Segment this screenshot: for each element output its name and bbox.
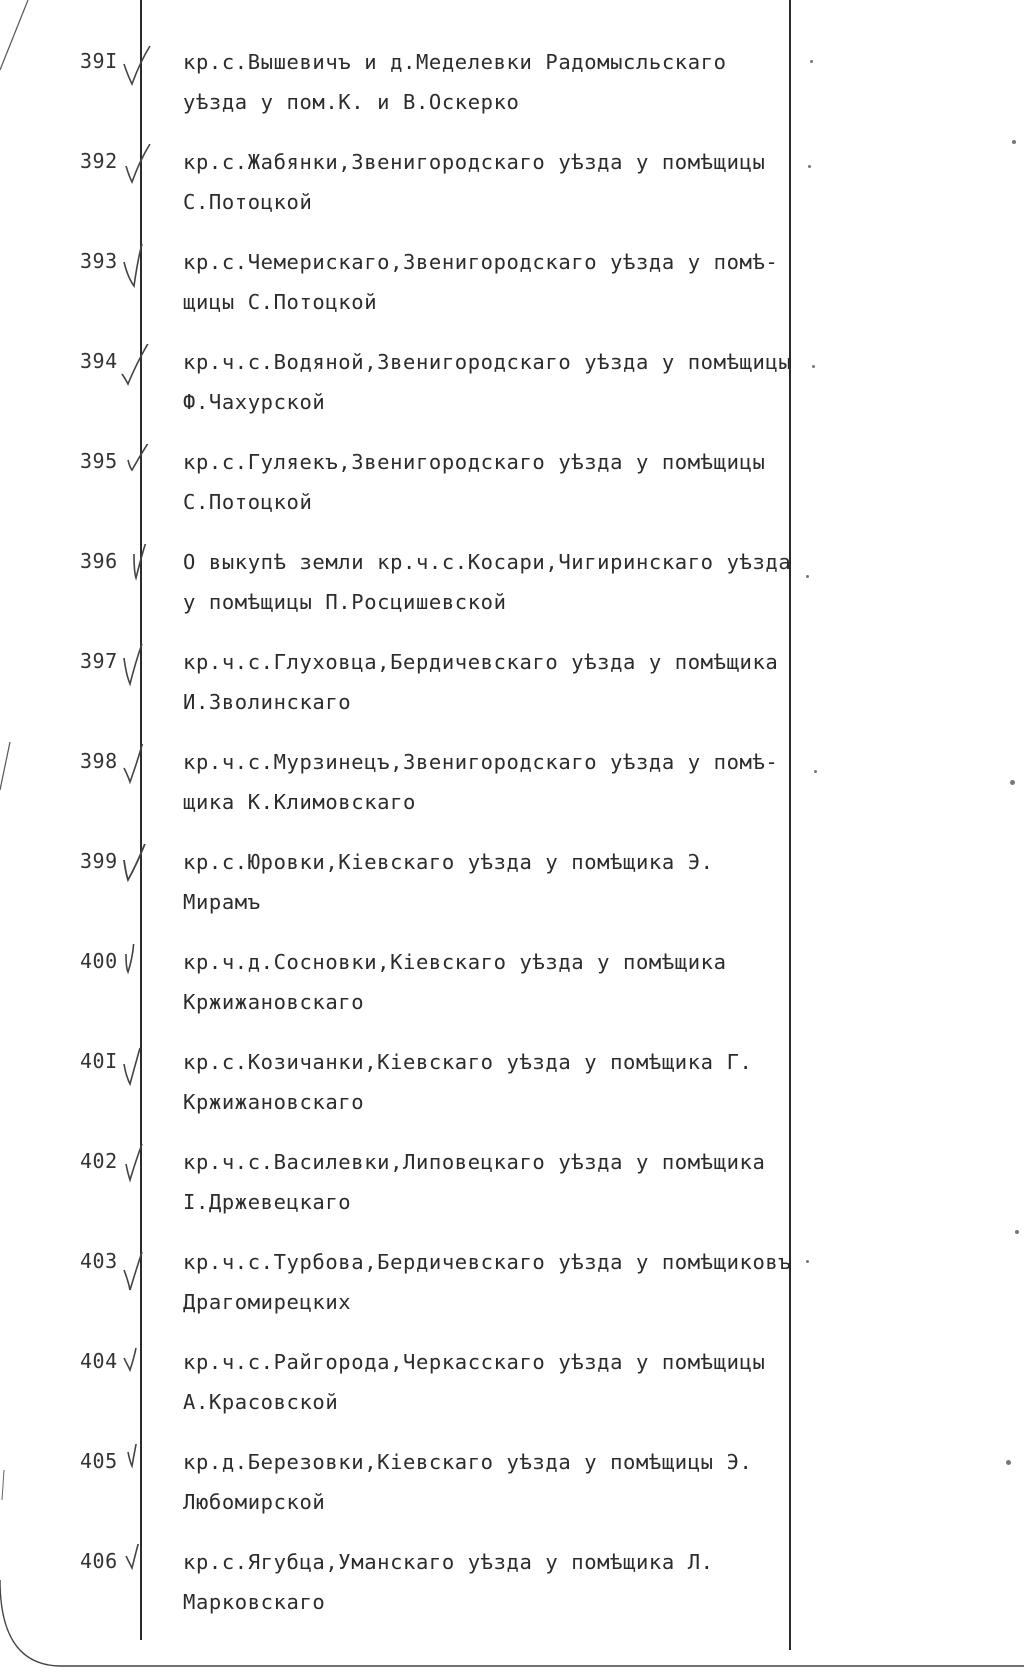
checkmark-icon xyxy=(120,1044,160,1094)
entry-line-2: Кржижановскаго xyxy=(183,1090,365,1114)
entry-line-2: Мирамъ xyxy=(183,890,261,914)
entry-line-1: кр.ч.с.Райгорода,Черкасскаго уѣзда у помѣщицы xyxy=(183,1350,766,1374)
entry-line-2: Любомирской xyxy=(183,1490,326,1514)
entry-line-2: И.Зволинскаго xyxy=(183,690,352,714)
entry-number: 398 xyxy=(80,749,118,773)
entry-line-2: щика К.Климовскаго xyxy=(183,790,416,814)
entry-line-1: кр.ч.с.Глуховца,Бердичевскаго уѣзда у помѣщика xyxy=(183,650,779,674)
scan-speck xyxy=(806,1260,809,1263)
checkmark-icon xyxy=(120,1444,160,1494)
checkmark-icon xyxy=(120,344,160,394)
register-entry xyxy=(0,1050,1024,1140)
checkmark-icon xyxy=(120,44,160,94)
entry-line-2: Ф.Чахурской xyxy=(183,390,326,414)
checkmark-icon xyxy=(120,544,160,594)
entry-number: 402 xyxy=(80,1149,118,1173)
checkmark-icon xyxy=(120,844,160,894)
entry-line-1: кр.ч.с.Василевки,Липовецкаго уѣзда у помѣщика xyxy=(183,1150,766,1174)
entry-number: 394 xyxy=(80,349,118,373)
entry-line-1: кр.с.Юровки,Кіевскаго уѣзда у помѣщика Э. xyxy=(183,850,714,874)
register-entry xyxy=(0,650,1024,740)
scan-speck xyxy=(812,365,815,368)
entry-line-2: С.Потоцкой xyxy=(183,190,313,214)
checkmark-icon xyxy=(120,1544,160,1594)
entry-line-2: щицы С.Потоцкой xyxy=(183,290,378,314)
entry-number: 400 xyxy=(80,949,118,973)
register-entry xyxy=(0,950,1024,1040)
entry-line-1: кр.с.Чемерискаго,Звенигородскаго уѣзда у помѣ- xyxy=(183,250,779,274)
entry-line-2: у помѣщицы П.Росцишевской xyxy=(183,590,507,614)
entry-line-1: О выкупѣ земли кр.ч.с.Косари,Чигиринскаго уѣзда xyxy=(183,550,792,574)
entry-number: 395 xyxy=(80,449,118,473)
checkmark-icon xyxy=(120,444,160,494)
register-entry xyxy=(0,50,1024,140)
entry-number: 40I xyxy=(80,1049,118,1073)
checkmark-icon xyxy=(120,1344,160,1394)
entry-line-2: С.Потоцкой xyxy=(183,490,313,514)
entry-line-1: кр.ч.с.Турбова,Бердичевскаго уѣзда у помѣщиковъ xyxy=(183,1250,792,1274)
entry-line-2: І.Држевецкаго xyxy=(183,1190,352,1214)
scan-speck xyxy=(806,575,809,578)
entry-line-2: А.Красовской xyxy=(183,1390,339,1414)
entry-number: 392 xyxy=(80,149,118,173)
checkmark-icon xyxy=(120,1244,160,1294)
register-entry xyxy=(0,450,1024,540)
scan-speck xyxy=(1010,780,1015,785)
entry-number: 403 xyxy=(80,1249,118,1273)
entry-line-2: Кржижановскаго xyxy=(183,990,365,1014)
checkmark-icon xyxy=(120,644,160,694)
entry-line-1: кр.ч.с.Водяной,Звенигородскаго уѣзда у помѣщицы xyxy=(183,350,792,374)
entry-line-2: Драгомирецких xyxy=(183,1290,352,1314)
entry-line-1: кр.ч.д.Сосновки,Кіевскаго уѣзда у помѣщика xyxy=(183,950,727,974)
checkmark-icon xyxy=(120,944,160,994)
entry-number: 397 xyxy=(80,649,118,673)
scan-speck xyxy=(808,165,811,168)
register-entry xyxy=(0,850,1024,940)
entry-number: 399 xyxy=(80,849,118,873)
checkmark-icon xyxy=(120,244,160,294)
register-entry xyxy=(0,150,1024,240)
scan-speck xyxy=(1006,1460,1011,1465)
entry-number: 39I xyxy=(80,49,118,73)
entry-line-1: кр.с.Гуляекъ,Звенигородскаго уѣзда у помѣщицы xyxy=(183,450,766,474)
entry-line-1: кр.ч.с.Мурзинецъ,Звенигородскаго уѣзда у помѣ- xyxy=(183,750,779,774)
scan-speck xyxy=(814,770,817,773)
checkmark-icon xyxy=(120,144,160,194)
entry-number: 396 xyxy=(80,549,118,573)
checkmark-icon xyxy=(120,1144,160,1194)
entry-number: 404 xyxy=(80,1349,118,1373)
entry-line-2: Марковскаго xyxy=(183,1590,326,1614)
register-entry xyxy=(0,350,1024,440)
entry-line-1: кр.с.Козичанки,Кіевскаго уѣзда у помѣщика Г. xyxy=(183,1050,753,1074)
register-entry xyxy=(0,1350,1024,1440)
entry-line-1: кр.с.Жабянки,Звенигородскаго уѣзда у помѣщицы xyxy=(183,150,766,174)
register-entry xyxy=(0,1150,1024,1240)
scan-speck xyxy=(810,60,813,63)
entry-line-1: кр.д.Березовки,Кіевскаго уѣзда у помѣщицы Э. xyxy=(183,1450,753,1474)
checkmark-icon xyxy=(120,744,160,794)
entry-number: 405 xyxy=(80,1449,118,1473)
register-entry xyxy=(0,1550,1024,1640)
entry-line-1: кр.с.Ягубца,Уманскаго уѣзда у помѣщика Л. xyxy=(183,1550,714,1574)
register-entry xyxy=(0,1250,1024,1340)
entry-line-1: кр.с.Вышевичъ и д.Меделевки Радомысльскаго xyxy=(183,50,727,74)
scan-speck xyxy=(1012,140,1016,144)
register-entry xyxy=(0,550,1024,640)
entry-line-2: уѣзда у пом.К. и В.Оскерко xyxy=(183,90,520,114)
entry-number: 393 xyxy=(80,249,118,273)
register-entry xyxy=(0,250,1024,340)
register-entry xyxy=(0,750,1024,840)
register-entry xyxy=(0,1450,1024,1540)
scan-speck xyxy=(1015,1230,1019,1234)
entry-number: 406 xyxy=(80,1549,118,1573)
